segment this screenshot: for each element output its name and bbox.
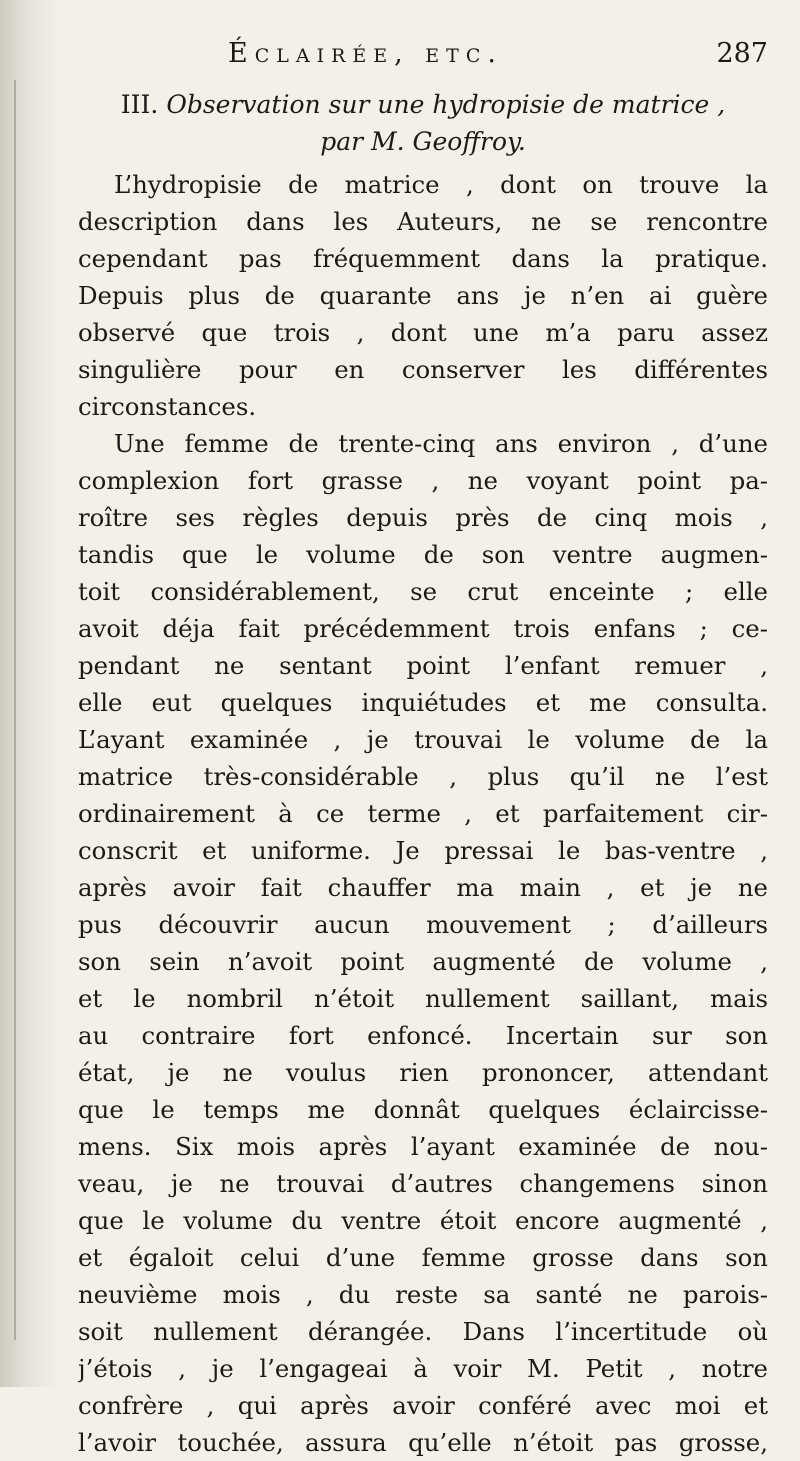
text-line: Une femme de trente-cinq ans environ , d’une	[114, 429, 768, 458]
text-line: Depuis plus de quarante ans je n’en ai guère	[78, 281, 768, 310]
text-line: tandis que le volume de son ventre augmen-	[78, 540, 768, 569]
text-line: elle eut quelques inquiétudes et me consulta.	[78, 688, 768, 717]
book-page	[78, 38, 768, 1461]
text-line: L’hydropisie de matrice , dont on trouve la	[114, 170, 768, 199]
text-line: complexion fort grasse , ne voyant point pa-	[78, 466, 768, 495]
text-line: avoit déja fait précédemment trois enfans ; ce-	[78, 614, 768, 643]
text-line: au contraire fort enfoncé. Incertain sur son	[78, 1021, 768, 1050]
text-line: son sein n’avoit point augmenté de volume ,	[78, 947, 768, 976]
article-byline	[78, 123, 768, 160]
text-line: mens. Six mois après l’ayant examinée de nou-	[78, 1132, 768, 1161]
text-line: description dans les Auteurs, ne se rencontre	[78, 207, 768, 236]
text-line: roître ses règles depuis près de cinq mois ,	[78, 503, 768, 532]
text-line: et égaloit celui d’une femme grosse dans son	[78, 1243, 768, 1272]
text-line: après avoir fait chauffer ma main , et je ne	[78, 873, 768, 902]
text-line: veau, je ne trouvai d’autres changemens sinon	[78, 1169, 768, 1198]
text-line: ordinairement à ce terme , et parfaitement cir-	[78, 799, 768, 828]
text-line: circonstances.	[78, 392, 257, 421]
text-line: conscrit et uniforme. Je pressai le bas-ventre ,	[78, 836, 768, 865]
text-line: neuvième mois , du reste sa santé ne parois-	[78, 1280, 768, 1309]
heading-byline: par M. Geoffroy.	[320, 127, 526, 156]
text-line: soit nullement dérangée. Dans l’incertitude où	[78, 1317, 768, 1346]
text-line: confrère , qui après avoir conféré avec moi et	[78, 1391, 768, 1420]
text-line: état, je ne voulus rien prononcer, attendant	[78, 1058, 768, 1087]
heading-title: Observation sur une hydropisie de matrice ,	[166, 90, 726, 119]
text-line: toit considérablement, se crut enceinte ; elle	[78, 577, 768, 606]
article-heading	[78, 86, 768, 123]
text-line: et le nombril n’étoit nullement saillant, mais	[78, 984, 768, 1013]
text-line: cependant pas fréquemment dans la pratique.	[78, 244, 768, 273]
running-head	[78, 38, 768, 86]
body-text	[78, 166, 768, 1461]
text-line: singulière pour en conserver les différentes	[78, 355, 768, 384]
heading-number: III.	[120, 90, 159, 119]
page-number: 287	[716, 38, 768, 69]
binding-shadow	[14, 80, 16, 1340]
text-line: pus découvrir aucun mouvement ; d’ailleurs	[78, 910, 768, 939]
text-line: L’ayant examinée , je trouvai le volume de la	[78, 725, 768, 754]
text-line: pendant ne sentant point l’enfant remuer ,	[78, 651, 768, 680]
running-title: Éclairée, etc.	[228, 38, 503, 69]
text-line: j’étois , je l’engageai à voir M. Petit , notre	[78, 1354, 768, 1383]
text-line: que le volume du ventre étoit encore augmenté ,	[78, 1206, 768, 1235]
text-line: que le temps me donnât quelques éclaircisse-	[78, 1095, 768, 1124]
text-line: matrice très-considérable , plus qu’il ne l’est	[78, 762, 768, 791]
text-line: observé que trois , dont une m’a paru assez	[78, 318, 768, 347]
page-gutter	[0, 0, 60, 1387]
text-line: l’avoir touchée, assura qu’elle n’étoit pas grosse,	[78, 1428, 768, 1457]
